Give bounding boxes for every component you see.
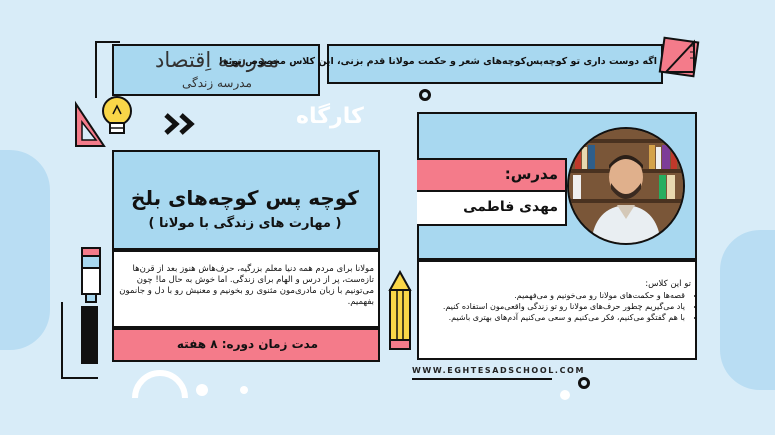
decor-blob-left: [0, 150, 50, 350]
logo-sub-text: مدرسه زندگی: [182, 76, 252, 90]
topics-list: [423, 290, 699, 323]
decor-dot: [560, 390, 570, 400]
ring-decor-top: [419, 89, 431, 101]
instructor-photo: [567, 127, 685, 245]
list-item: • قصه‌ها و حکمت‌های مولانا رو می‌خونیم و می‌فهمیم.: [423, 290, 685, 301]
logo-main-text: مدرسه اِقتصاد: [155, 48, 280, 72]
course-title: کوچه پس کوچه‌های بلخ: [131, 186, 359, 210]
list-item: • با هم گفتگو می‌کنیم، فکر می‌کنیم و سعی می‌کنیم آدم‌های بهتری باشیم.: [423, 312, 685, 323]
website-underline: [412, 378, 552, 380]
website-link[interactable]: WWW.EGHTESADSCHOOL.COM: [412, 366, 586, 375]
decor-blob-right: [720, 230, 775, 390]
ruler-triangle-icon: [72, 100, 108, 150]
decor-arc-bottom: [130, 370, 190, 400]
course-subtitle: ( مهارت های زندگی با مولانا ): [148, 216, 342, 231]
pencil-icon: [386, 270, 414, 352]
list-item: • یاد می‌گیریم چطور حرف‌های مولانا رو تو زندگی واقعی‌مون استفاده کنیم.: [423, 301, 685, 312]
double-chevron-icon: [163, 112, 199, 136]
topics-intro: تو این کلاس:: [645, 279, 691, 289]
tagline-text: اگه دوست داری تو کوچه‌پس‌کوچه‌های شعر و حکمت مولانا قدم بزنی، این کلاس مخصوص توئه!: [218, 56, 657, 67]
ring-decor-bottom: [578, 377, 590, 389]
instructor-name: مهدی فاطمی: [463, 199, 558, 215]
marker-icon: [79, 246, 103, 306]
workshop-label: کارگاه: [296, 104, 364, 129]
instructor-label: مدرس:: [504, 165, 558, 183]
geometry-icon: [658, 32, 702, 82]
decor-dot: [196, 384, 208, 396]
course-duration: مدت زمان دوره: ۸ هفته: [176, 337, 318, 351]
decor-dot: [240, 386, 248, 394]
decor-black-bar: [81, 306, 98, 364]
course-description: مولانا برای مردم همه دنیا معلم بزرگیه، حرف‌هاش هنوز بعد از قرن‌ها تازه‌ست، پر از درس و الهام برای زندگی. اما خوش به حال ما! چون می‌تونیم با زبان مادری‌مون مثنوی رو بخونیم و معنیش رو با دل و جانمون بفهمیم.: [119, 264, 374, 307]
